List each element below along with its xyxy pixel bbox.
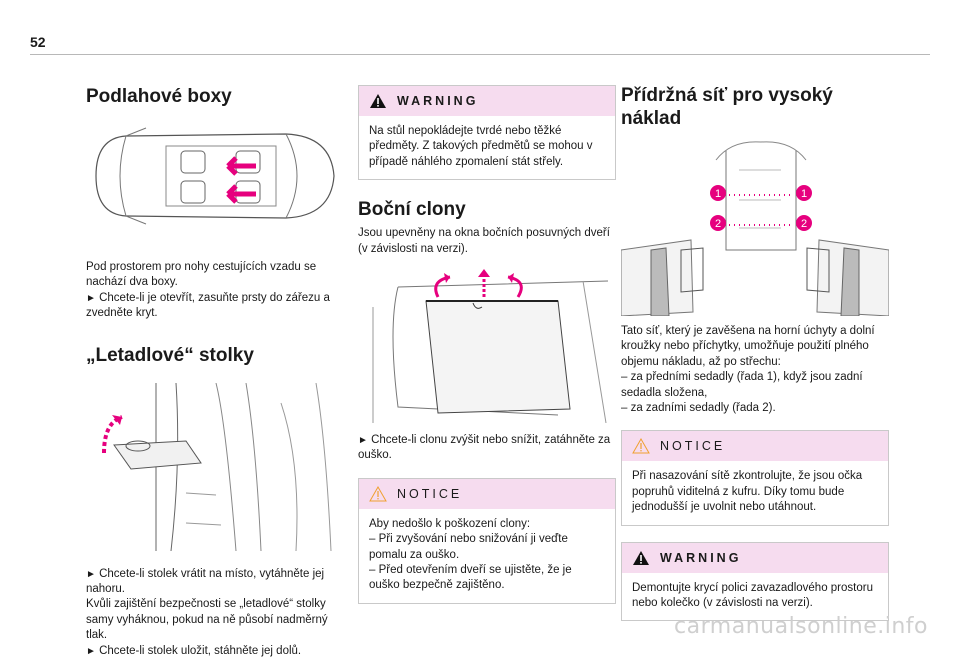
notice-box-net <box>621 430 889 525</box>
net-item-1: – za předními sedadly (řada 1), když jsou zadní sedadla složena, <box>621 371 863 399</box>
notice-triangle-icon <box>369 486 387 502</box>
bullet-arrow-icon: ► <box>86 645 96 657</box>
warning-text: Na stůl nepokládejte tvrdé nebo těžké předměty. Z takových předmětů se mohou v případě náhlého zpomalení stát střely. <box>369 125 593 168</box>
notice-header: NOTICE <box>622 431 888 461</box>
warning-box-shelf <box>621 542 889 622</box>
notice-header: NOTICE <box>359 479 615 509</box>
notice-body: Aby nedošlo k poškození clony: – Při zvyšování nebo snižování ji veďte pomalu za ouško. – Před otevřením dveří se ujistěte, že je ouško bezpečně zajištěno. <box>369 517 572 592</box>
callout-2-right: 2 <box>800 218 808 230</box>
side-blind-figure <box>358 267 616 423</box>
airline-table-figure <box>86 383 341 551</box>
notice-text: Při nasazování sítě zkontrolujte, že jsou očka popruhů viditelná z kufru. Díky tomu bude jednodušší je uvolnit nebo utáhnout. <box>632 470 863 514</box>
floor-text: Pod prostorem pro nohy cestujících vzadu se nachází dva boxy. <box>86 261 317 289</box>
blinds-text: Jsou upevněny na okna bočních posuvných dveří (v závislosti na verzi). <box>358 227 610 255</box>
bullet-arrow-icon: ► <box>86 568 96 580</box>
title-floor-boxes: Podlahové boxy <box>86 86 232 107</box>
header-rule <box>30 54 930 55</box>
warning-box-table <box>358 85 616 180</box>
column-1 <box>86 70 341 659</box>
title-airline-tables: „Letadlové“ stolky <box>86 344 254 366</box>
floor-step: ► Chcete-li je otevřít, zasuňte prsty do zářezu a zvedněte kryt. <box>86 291 330 320</box>
warning-header: WARNING <box>359 86 615 116</box>
page-number: 52 <box>30 34 46 50</box>
notice-triangle-icon <box>632 438 650 454</box>
blinds-step: ► Chcete-li clonu zvýšit nebo snížit, zatáhněte za ouško. <box>358 434 611 462</box>
net-item-2: – za zadními sedadly (řada 2). <box>621 402 776 415</box>
warning-header: WARNING <box>622 543 888 573</box>
warning-text: Demontujte krycí polici zavazadlového prostoru nebo kolečko (v závislosti na verzi). <box>632 581 873 610</box>
bullet-arrow-icon: ► <box>86 292 96 304</box>
warning-triangle-icon <box>369 93 387 109</box>
bullet-arrow-icon: ► <box>358 435 368 447</box>
column-3 <box>621 70 889 621</box>
tables-step-2: ► Chcete-li stolek uložit, stáhněte jej dolů. <box>86 644 302 657</box>
column-2 <box>358 70 616 604</box>
watermark: carmanualsonline.info <box>674 614 928 639</box>
callout-1-right: 1 <box>800 188 808 200</box>
callout-2-left: 2 <box>714 218 722 230</box>
floor-boxes-figure <box>86 124 341 228</box>
cargo-net-figure <box>621 140 889 316</box>
callout-1-left: 1 <box>714 188 722 200</box>
warning-triangle-icon <box>632 550 650 566</box>
net-text: Tato síť, který je zavěšena na horní úchyty a dolní kroužky nebo příchytky, umožňuje použití plného objemu nákladu, až po střechu: <box>621 325 875 368</box>
notice-box-blinds <box>358 478 616 604</box>
title-side-blinds: Boční clony <box>358 199 466 221</box>
tables-text: Kvůli zajištění bezpečnosti se „letadlové“ stolky samy vyháknou, pokud na ně působí nadměrný tlak. <box>86 598 328 642</box>
title-cargo-net: Přídržná síť pro vysoký náklad <box>621 85 833 129</box>
tables-step-1: ► Chcete-li stolek vrátit na místo, vytáhněte jej nahoru. <box>86 567 325 596</box>
